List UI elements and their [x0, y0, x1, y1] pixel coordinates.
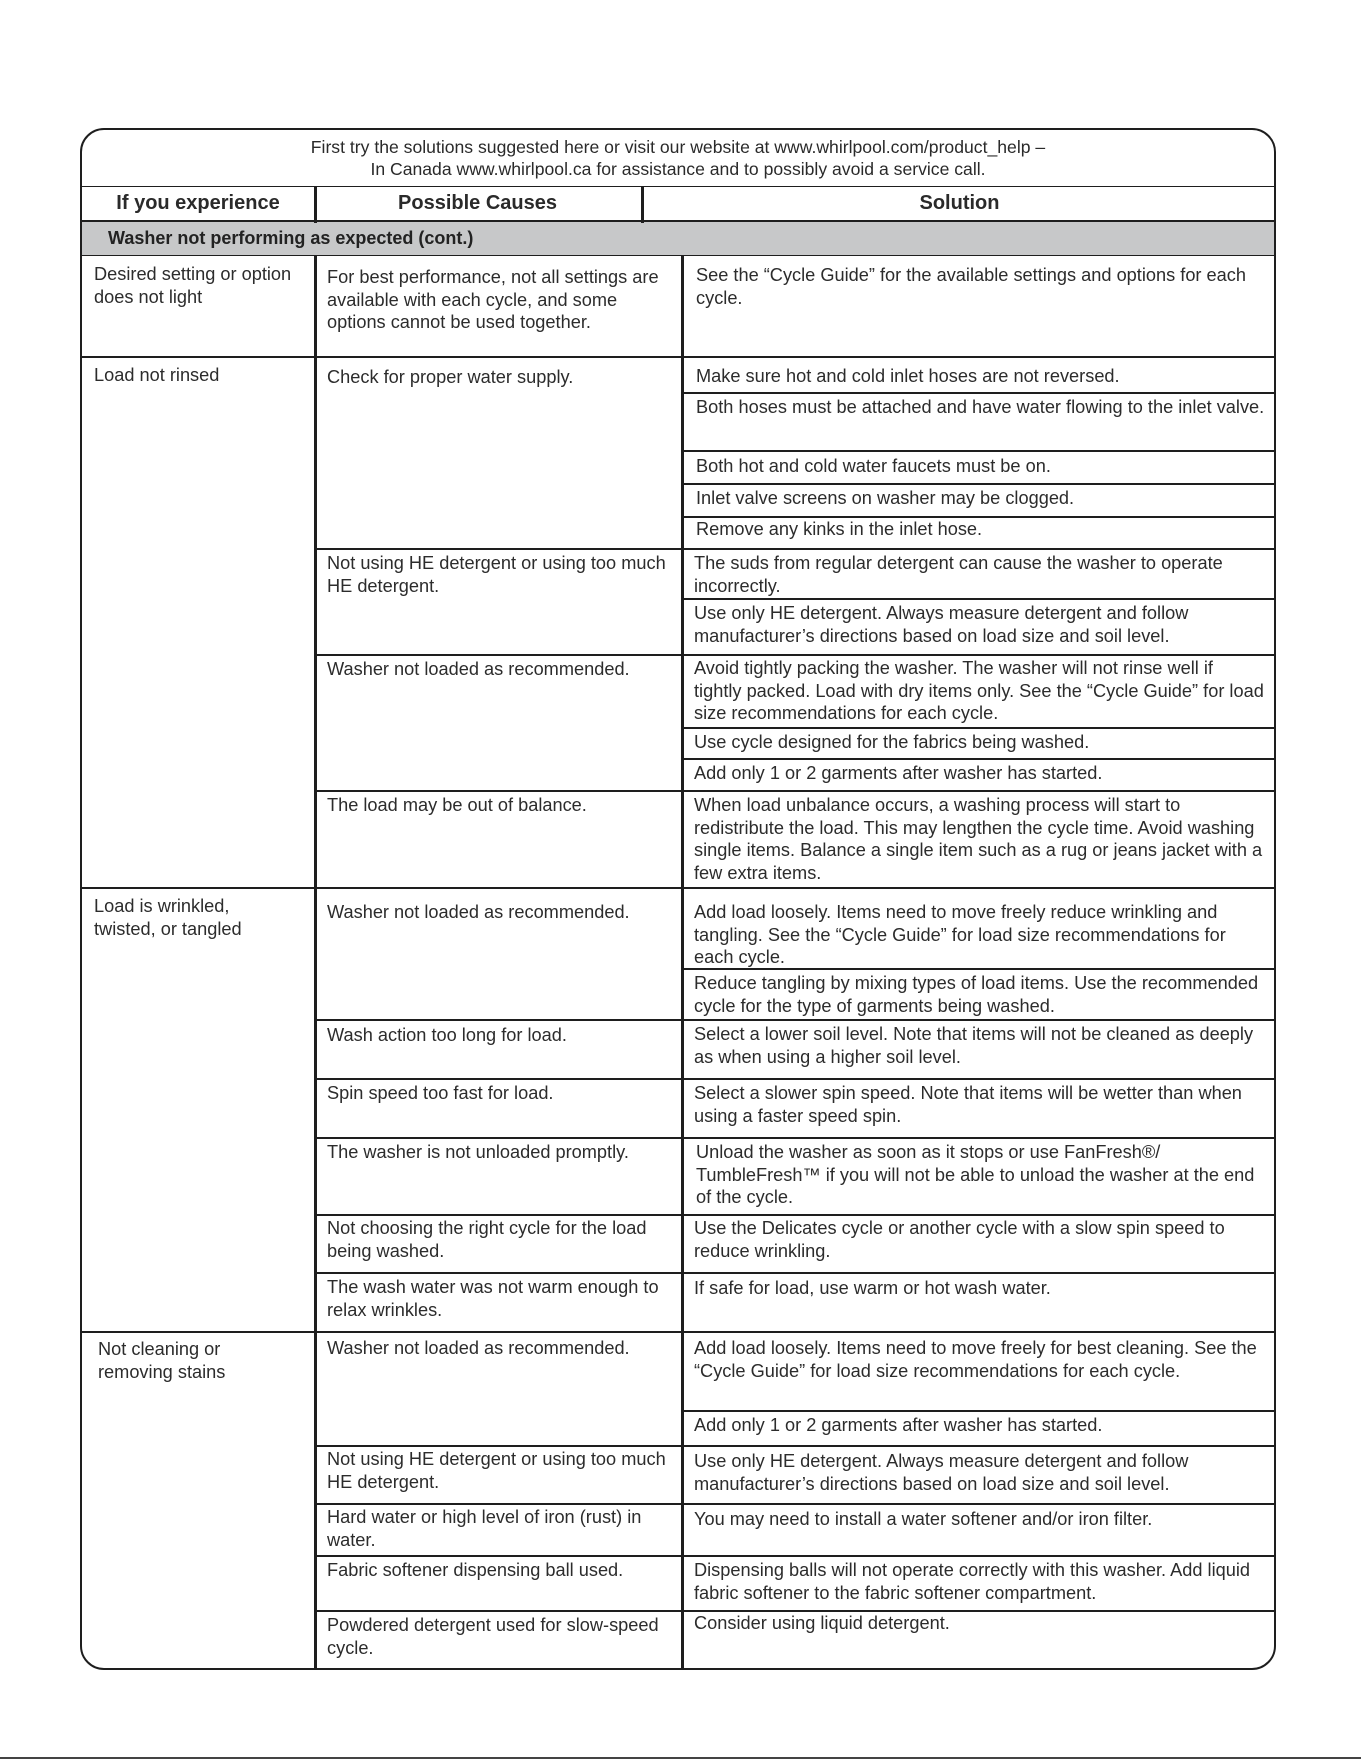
- header-solution: Solution: [919, 192, 1000, 214]
- solution-text: Make sure hot and cold inlet hoses are not reversed.: [696, 366, 1120, 386]
- divider: [314, 187, 317, 223]
- divider: [315, 1137, 1274, 1139]
- divider: [682, 450, 1274, 452]
- divider: [315, 1445, 1274, 1447]
- divider: [315, 1078, 1274, 1080]
- solution-text: Reduce tangling by mixing types of load items. Use the recommended cycle for the type of garments being washed.: [694, 973, 1259, 1016]
- divider: [682, 598, 1274, 600]
- divider: [82, 887, 1274, 889]
- service-notice: [82, 130, 1274, 187]
- table-header-row: [82, 187, 1274, 222]
- divider: [315, 1503, 1274, 1505]
- divider: [682, 727, 1274, 729]
- solution-text: Use only HE detergent. Always measure detergent and follow manufacturer’s directions based on load size and soil level.: [694, 1451, 1189, 1494]
- cause-text: The washer is not unloaded promptly.: [327, 1142, 629, 1162]
- solution-text: Inlet valve screens on washer may be clogged.: [696, 488, 1075, 508]
- solution-text: Use cycle designed for the fabrics being washed.: [694, 732, 1090, 752]
- cause-text: Not choosing the right cycle for the load being washed.: [327, 1218, 647, 1261]
- cause-text: Check for proper water supply.: [327, 367, 574, 387]
- cause-text: Wash action too long for load.: [327, 1025, 567, 1045]
- solution-text: Add only 1 or 2 garments after washer has started.: [694, 1415, 1103, 1435]
- divider: [681, 255, 684, 1670]
- cause-text: Spin speed too fast for load.: [327, 1083, 554, 1103]
- solution-text: If safe for load, use warm or hot wash water.: [694, 1278, 1051, 1298]
- solution-text: Consider using liquid detergent.: [694, 1613, 950, 1633]
- cause-text: The wash water was not warm enough to relax wrinkles.: [327, 1277, 659, 1320]
- solution-text: Select a slower spin speed. Note that items will be wetter than when using a faster speed spin.: [694, 1083, 1242, 1126]
- section-title: Washer not performing as expected (cont.): [82, 222, 1274, 256]
- divider: [315, 654, 1274, 656]
- divider: [315, 548, 1274, 550]
- solution-text: Select a lower soil level. Note that items will not be cleaned as deeply as when using a higher soil level.: [694, 1024, 1254, 1067]
- cause-text: Not using HE detergent or using too much HE detergent.: [327, 1449, 666, 1492]
- solution-text: Add only 1 or 2 garments after washer has started.: [694, 763, 1103, 783]
- divider: [82, 1331, 1274, 1333]
- solution-text: Unload the washer as soon as it stops or use FanFresh®/ TumbleFresh™ if you will not be able to unload the washer at the end of the cycle.: [696, 1142, 1255, 1207]
- divider: [682, 483, 1274, 485]
- solution-text: The suds from regular detergent can cause the washer to operate incorrectly.: [694, 553, 1223, 596]
- notice-line-2: In Canada www.whirlpool.ca for assistance and to possibly avoid a service call.: [370, 159, 986, 179]
- solution-text: Both hot and cold water faucets must be on.: [696, 456, 1051, 476]
- divider: [315, 1214, 1274, 1216]
- solution-text: Both hoses must be attached and have water flowing to the inlet valve.: [696, 397, 1265, 417]
- cause-text: Powdered detergent used for slow-speed cycle.: [327, 1615, 659, 1658]
- solution-text: Use only HE detergent. Always measure detergent and follow manufacturer’s directions based on load size and soil level.: [694, 603, 1189, 646]
- divider: [315, 1272, 1274, 1274]
- notice-line-1: First try the solutions suggested here or visit our website at www.whirlpool.com/product_help –: [310, 137, 1046, 157]
- cause-text: Washer not loaded as recommended.: [327, 659, 630, 679]
- divider: [641, 187, 644, 223]
- divider: [682, 392, 1274, 394]
- experience-load-wrinkled: Load is wrinkled, twisted, or tangled: [94, 896, 242, 939]
- header-experience: If you experience: [116, 192, 280, 214]
- solution-text: See the “Cycle Guide” for the available settings and options for each cycle.: [696, 265, 1246, 308]
- experience-setting-not-lit: Desired setting or option does not light: [94, 264, 292, 307]
- divider: [315, 790, 1274, 792]
- solution-text: Add load loosely. Items need to move freely for best cleaning. See the “Cycle Guide” for load size recommendations for each cycle.: [694, 1338, 1257, 1381]
- cause-text: The load may be out of balance.: [327, 795, 587, 815]
- cause-text: Not using HE detergent or using too much HE detergent.: [327, 553, 666, 596]
- divider: [315, 1555, 1274, 1557]
- experience-not-cleaning: Not cleaning or removing stains: [98, 1339, 226, 1382]
- divider: [682, 1410, 1274, 1412]
- divider: [314, 255, 317, 1670]
- solution-text: Avoid tightly packing the washer. The washer will not rinse well if tightly packed. Load with dry items only. See the “Cycle Guide” for load size recommendations for each cycle.: [694, 658, 1264, 723]
- solution-text: Use the Delicates cycle or another cycle with a slow spin speed to reduce wrinkling.: [694, 1218, 1225, 1261]
- troubleshooting-table: [80, 128, 1276, 1670]
- solution-text: Remove any kinks in the inlet hose.: [696, 519, 983, 539]
- cause-text: Washer not loaded as recommended.: [327, 902, 630, 922]
- page-footer-rule: [0, 1757, 1361, 1759]
- divider: [315, 1019, 1274, 1021]
- cause-text: For best performance, not all settings are available with each cycle, and some options cannot be used together.: [327, 267, 659, 332]
- solution-text: Add load loosely. Items need to move freely reduce wrinkling and tangling. See the “Cycle Guide” for load size recommendations for each cycle.: [694, 902, 1226, 967]
- header-causes: Possible Causes: [398, 192, 557, 214]
- divider: [82, 356, 1274, 358]
- divider: [682, 758, 1274, 760]
- solution-text: Dispensing balls will not operate correctly with this washer. Add liquid fabric softener to the fabric softener compartment.: [694, 1560, 1251, 1603]
- solution-text: You may need to install a water softener and/or iron filter.: [694, 1509, 1153, 1529]
- cause-text: Hard water or high level of iron (rust) in water.: [327, 1507, 642, 1550]
- experience-load-not-rinsed: Load not rinsed: [94, 365, 220, 385]
- cause-text: Washer not loaded as recommended.: [327, 1338, 630, 1358]
- cause-text: Fabric softener dispensing ball used.: [327, 1560, 624, 1580]
- solution-text: When load unbalance occurs, a washing process will start to redistribute the load. This may lengthen the cycle time. Avoid washing single items. Balance a single item such as a rug or jeans jacket with a few extra items.: [694, 795, 1263, 883]
